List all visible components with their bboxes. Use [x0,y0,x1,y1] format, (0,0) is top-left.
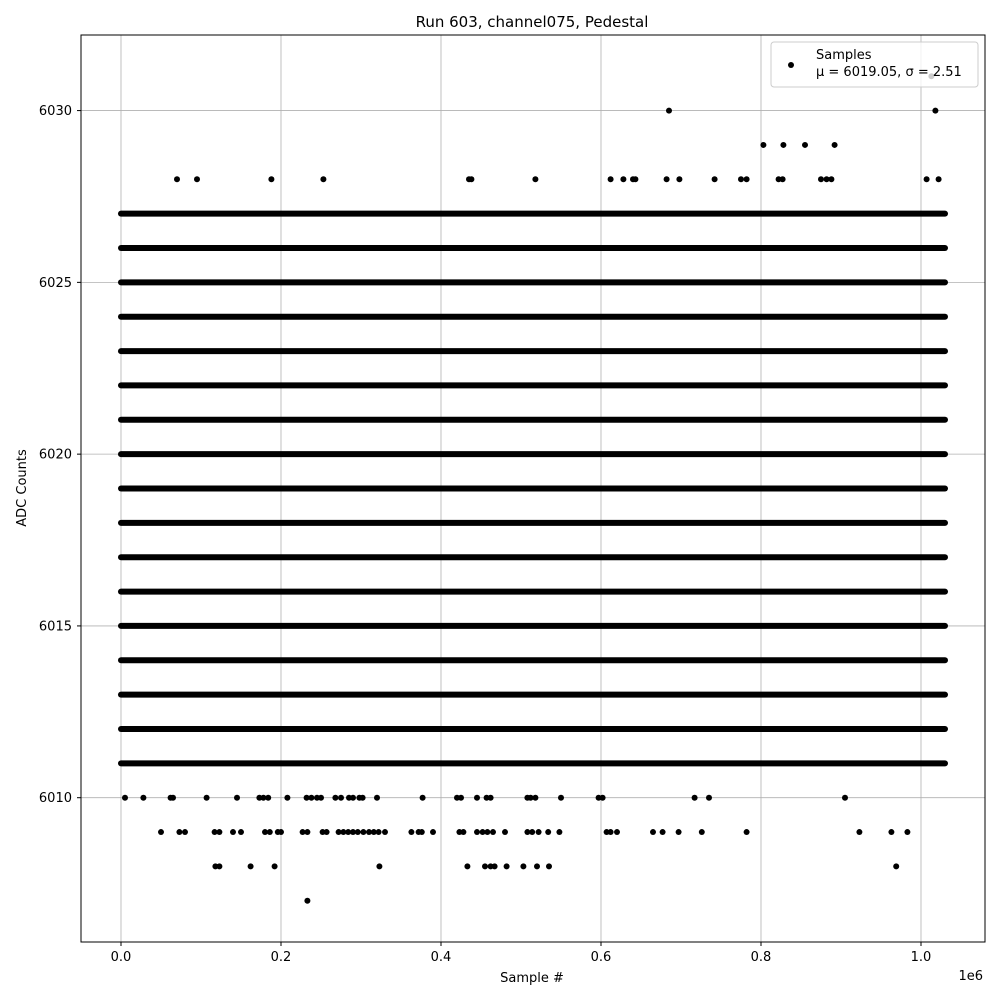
data-point [140,795,146,801]
data-point [490,829,496,835]
data-point [265,795,271,801]
data-point [608,176,614,182]
data-point [532,176,538,182]
data-point [420,795,426,801]
data-point [350,795,356,801]
data-point [304,898,310,904]
y-tick-label: 6025 [38,275,72,291]
data-point [430,829,436,835]
data-point [520,863,526,869]
data-point [122,795,128,801]
data-point [360,795,366,801]
data-point [338,795,344,801]
data-point [828,176,834,182]
data-point [832,142,838,148]
data-point [355,829,361,835]
data-point [650,829,656,835]
data-point [474,795,480,801]
data-point [676,829,682,835]
data-point [170,795,176,801]
data-point [632,176,638,182]
data-point [546,863,552,869]
data-point [216,863,222,869]
data-point [468,176,474,182]
data-point [272,863,278,869]
data-point [248,863,254,869]
x-tick-label: 0.6 [590,950,612,965]
data-point [267,829,273,835]
data-point [706,795,712,801]
data-point [320,176,326,182]
data-point [488,795,494,801]
y-tick-label: 6020 [38,447,72,463]
data-point [182,829,188,835]
data-point [932,108,938,114]
data-point [504,863,510,869]
data-point [460,829,466,835]
data-point [176,829,182,835]
legend-series-name: Samples [816,48,872,63]
data-point [482,863,488,869]
data-point [158,829,164,835]
x-tick-label: 1.0 [910,950,932,965]
data-point [676,176,682,182]
data-point [204,795,210,801]
data-point [556,829,562,835]
data-point [529,829,535,835]
data-point [712,176,718,182]
data-point [558,795,564,801]
data-point [545,829,551,835]
data-point [484,829,490,835]
data-point [230,829,236,835]
data-point [324,829,330,835]
data-point [376,863,382,869]
x-axis-label: Sample # [500,971,564,986]
data-point [600,795,606,801]
data-point [780,176,786,182]
data-point [666,108,672,114]
data-point [234,795,240,801]
data-point [284,795,290,801]
data-point [492,863,498,869]
data-point [620,176,626,182]
data-point [856,829,862,835]
data-point [924,176,930,182]
y-axis-label: ADC Counts [15,449,30,527]
data-point [842,795,848,801]
data-point [376,829,382,835]
data-point [382,829,388,835]
data-point [760,142,766,148]
data-point [608,829,614,835]
data-point [458,795,464,801]
data-point [780,142,786,148]
data-point [818,176,824,182]
y-tick-label: 6010 [38,791,72,807]
data-point [194,176,200,182]
data-point [318,795,324,801]
data-point [738,176,744,182]
data-point [802,142,808,148]
chart-title: Run 603, channel075, Pedestal [415,13,649,31]
data-point [534,863,540,869]
data-point [278,829,284,835]
data-point [936,176,942,182]
x-axis-offset-label: 1e6 [958,969,983,984]
legend-series-stats: μ = 6019.05, σ = 2.51 [816,65,962,80]
data-point [692,795,698,801]
data-point [614,829,620,835]
data-point [304,829,310,835]
data-point [238,829,244,835]
x-tick-label: 0.0 [110,950,132,965]
data-point [660,829,666,835]
data-point [216,829,222,835]
x-tick-label: 0.2 [270,950,292,965]
data-point [888,829,894,835]
x-tick-label: 0.4 [430,950,452,965]
y-tick-label: 6030 [38,104,72,120]
data-point [664,176,670,182]
data-point [268,176,274,182]
data-point [536,829,542,835]
legend [771,42,978,87]
data-point [699,829,705,835]
data-point [893,863,899,869]
data-point [332,795,338,801]
data-point [502,829,508,835]
data-point [464,863,470,869]
data-point [744,176,750,182]
data-point [360,829,366,835]
legend-marker [788,62,794,68]
data-point [308,795,314,801]
data-point [408,829,414,835]
data-point [419,829,425,835]
data-point [374,795,380,801]
data-point [904,829,910,835]
data-point [532,795,538,801]
x-tick-label: 0.8 [750,950,772,965]
data-point [474,829,480,835]
y-tick-label: 6015 [38,619,72,635]
data-point [174,176,180,182]
data-point [744,829,750,835]
